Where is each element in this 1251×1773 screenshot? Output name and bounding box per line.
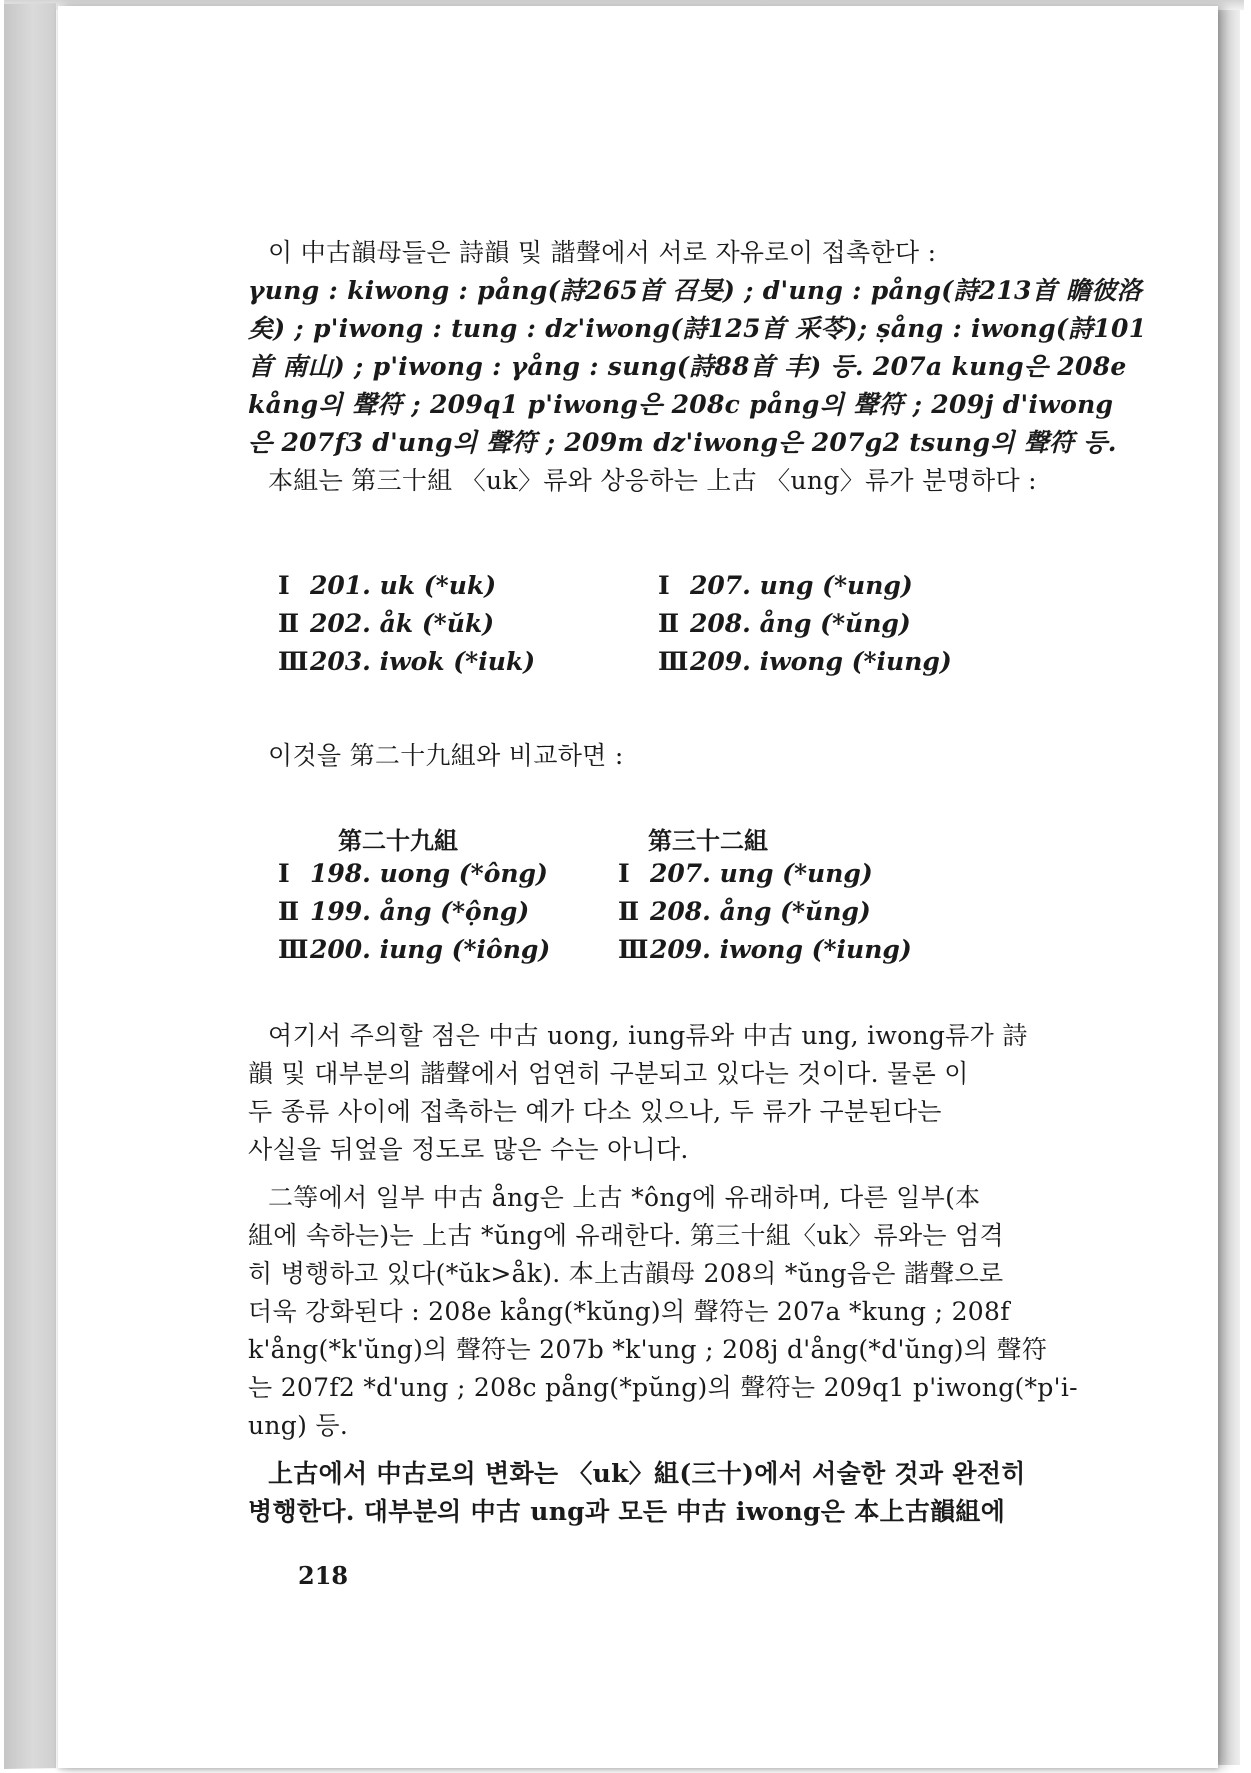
paragraph1-line-4: 首 南山) ; p'iwong : γång : sung(詩88首 丰) 등. 207a kung은 208e	[248, 352, 1127, 381]
table2-row-3-right-text: 209. iwong (*iung)	[650, 935, 912, 964]
table2-row-2-right-text: 208. ång (*ŭng)	[650, 897, 871, 926]
roman-numeral: Ⅲ	[658, 647, 689, 676]
table2-row-2-left-text: 199. ång (*ộng)	[310, 897, 530, 926]
paragraph5-line-2: 組에 속하는)는 上古 *ŭng에 유래한다. 第三十組〈uk〉류와는 엄격	[248, 1221, 1004, 1250]
roman-numeral: Ⅱ	[618, 897, 640, 926]
roman-numeral: Ⅱ	[278, 609, 300, 638]
roman-numeral: Ⅲ	[278, 935, 309, 964]
table2-row-1-left	[278, 859, 548, 889]
table1-row-3-left	[278, 647, 535, 677]
table1-row-1-right	[658, 571, 913, 601]
paragraph4-line-3: 두 종류 사이에 접촉하는 예가 다소 있으나, 두 류가 구분된다는	[248, 1097, 942, 1126]
book-page	[58, 6, 1218, 1768]
table1-row-1-right-text: 207. ung (*ung)	[690, 571, 913, 600]
paragraph6-line-2: 병행한다. 대부분의 中古 ung과 모든 中古 iwong은 本上古韻組에	[248, 1497, 1006, 1526]
table2-row-1-right	[618, 859, 873, 889]
paragraph3: 이것을 第二十九組와 비교하면 :	[268, 741, 624, 770]
table1-row-2-right	[658, 609, 911, 639]
table1-row-1-left-text: 201. uk (*uk)	[310, 571, 497, 600]
paragraph4-line-4: 사실을 뒤엎을 정도로 많은 수는 아니다.	[248, 1135, 689, 1164]
paragraph5-line-4: 더욱 강화된다 : 208e kång(*kŭng)의 聲符는 207a *kung ; 208f	[248, 1297, 1010, 1326]
roman-numeral: Ⅰ	[618, 859, 630, 888]
roman-numeral: Ⅱ	[278, 897, 300, 926]
table2-row-1-right-text: 207. ung (*ung)	[650, 859, 873, 888]
paragraph5-line-1: 二等에서 일부 中古 ång은 上古 *ông에 유래하며, 다른 일부(本	[268, 1183, 981, 1212]
paragraph1-line-5: kång의 聲符 ; 209q1 p'iwong은 208c pång의 聲符 ; 209j d'iwong	[248, 390, 1114, 419]
paragraph5-line-6: 는 207f2 *d'ung ; 208c pång(*pŭng)의 聲符는 209q1 p'iwong(*p'i-	[248, 1373, 1078, 1402]
book-page-edge	[1218, 10, 1240, 1765]
paragraph4-line-1: 여기서 주의할 점은 中古 uong, iung류와 中古 ung, iwong류가 詩	[268, 1021, 1028, 1050]
table1-row-2-left-text: 202. åk (*ŭk)	[310, 609, 495, 638]
table2-row-1-left-text: 198. uong (*ông)	[310, 859, 548, 888]
page-number: 218	[298, 1561, 349, 1590]
roman-numeral: Ⅰ	[278, 571, 290, 600]
roman-numeral: Ⅰ	[658, 571, 670, 600]
paragraph6-line-1: 上古에서 中古로의 변화는 〈uk〉組(三十)에서 서술한 것과 완전히	[268, 1459, 1026, 1488]
table1-row-3-left-text: 203. iwok (*iuk)	[310, 647, 536, 676]
table1-row-2-right-text: 208. ång (*ŭng)	[690, 609, 911, 638]
paragraph4-line-2: 韻 및 대부분의 諧聲에서 엄연히 구분되고 있다는 것이다. 물론 이	[248, 1059, 969, 1088]
roman-numeral: Ⅲ	[618, 935, 649, 964]
table2-header-left: 第二十九組	[338, 826, 458, 855]
table1-row-3-right-text: 209. iwong (*iung)	[690, 647, 952, 676]
paragraph2: 本組는 第三十組 〈uk〉류와 상응하는 上古 〈ung〉류가 분명하다 :	[268, 466, 1037, 495]
table2-row-2-right	[618, 897, 871, 927]
roman-numeral: Ⅲ	[278, 647, 309, 676]
roman-numeral: Ⅱ	[658, 609, 680, 638]
table2-row-3-left	[278, 935, 550, 965]
table1-row-2-left	[278, 609, 494, 639]
book-spine	[4, 3, 56, 1769]
table2-row-3-right	[618, 935, 912, 965]
table1-row-1-left	[278, 571, 496, 601]
table1-row-3-right	[658, 647, 952, 677]
paragraph1-line-6: 은 207f3 d'ung의 聲符 ; 209m dz'iwong은 207g2 tsung의 聲符 등.	[248, 428, 1117, 457]
paragraph5-line-3: 히 병행하고 있다(*ŭk>åk). 本上古韻母 208의 *ŭng음은 諧聲으로	[248, 1259, 1004, 1288]
paragraph5-line-7: ung) 등.	[248, 1411, 349, 1440]
paragraph1-line-3: 矣) ; p'iwong : tung : dz'iwong(詩125首 采苓); ṣång : iwong(詩101	[248, 314, 1147, 343]
table2-header-right: 第三十二組	[648, 826, 768, 855]
table2-row-3-left-text: 200. iung (*iông)	[310, 935, 551, 964]
paragraph1-line-1: 이 中古韻母들은 詩韻 및 諧聲에서 서로 자유로이 접촉한다 :	[268, 238, 937, 267]
paragraph1-line-2: γung : kiwong : pång(詩265首 召旻) ; d'ung : pång(詩213首 瞻彼洛	[248, 276, 1142, 305]
paragraph5-line-5: k'ång(*k'ŭng)의 聲符는 207b *k'ung ; 208j d'ång(*d'ŭng)의 聲符	[248, 1335, 1048, 1364]
roman-numeral: Ⅰ	[278, 859, 290, 888]
table2-row-2-left	[278, 897, 529, 927]
